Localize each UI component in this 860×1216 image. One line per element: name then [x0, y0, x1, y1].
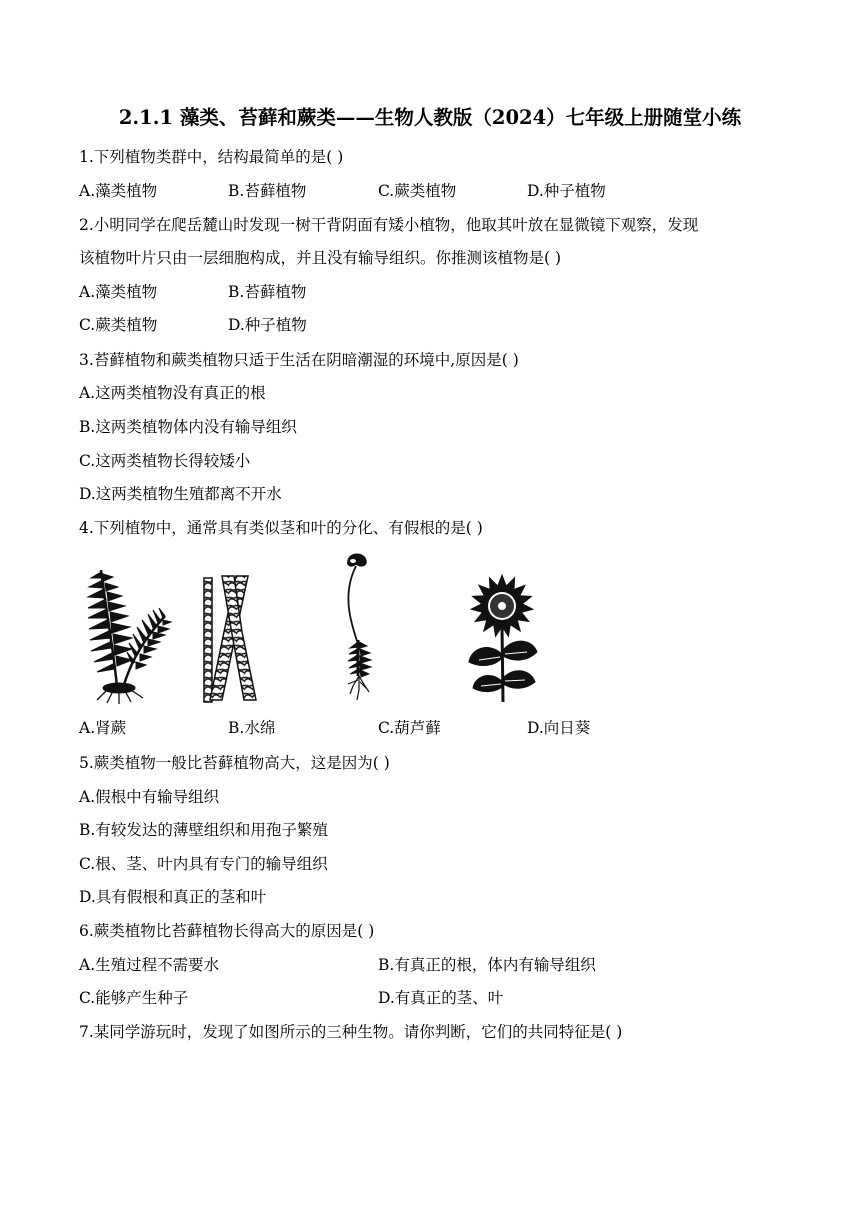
fern-icon	[79, 560, 175, 706]
question-1-option-a: A.藻类植物	[79, 182, 158, 200]
question-2-stem-line1: 2.小明同学在爬岳麓山时发现一树干背阴面有矮小植物，他取其叶放在显微镜下观察，发现	[79, 216, 699, 234]
question-2-option-d: D.种子植物	[228, 316, 307, 334]
question-2-option-b: B.苔藓植物	[228, 283, 307, 301]
question-2-option-c: C.蕨类植物	[79, 316, 158, 334]
spirogyra-icon	[196, 572, 266, 706]
question-6-stem: 6.蕨类植物比苔藓植物长得高大的原因是( )	[79, 922, 375, 940]
question-1-option-b: B.苔藓植物	[228, 182, 307, 200]
question-5-stem: 5.蕨类植物一般比苔藓植物高大，这是因为( )	[79, 754, 390, 772]
question-3-option-b: B.这两类植物体内没有输导组织	[79, 418, 297, 436]
question-5-option-b: B.有较发达的薄壁组织和用孢子繁殖	[79, 821, 328, 839]
question-6-option-c: C.能够产生种子	[79, 989, 189, 1007]
question-5-option-d: D.具有假根和真正的茎和叶	[79, 888, 267, 906]
question-1-option-c: C.蕨类植物	[378, 182, 457, 200]
question-3-option-c: C.这两类植物长得较矮小	[79, 452, 251, 470]
question-1-stem: 1.下列植物类群中，结构最简单的是( )	[79, 148, 344, 166]
question-6-option-a: A.生殖过程不需要水	[79, 956, 220, 974]
question-5-option-a: A.假根中有输导组织	[79, 788, 220, 806]
question-3-option-d: D.这两类植物生殖都离不开水	[79, 485, 282, 503]
question-4-option-c: C.葫芦藓	[378, 719, 441, 737]
question-4-option-d: D.向日葵	[527, 719, 591, 737]
question-4-option-b: B.水绵	[228, 719, 276, 737]
question-2-stem-line2: 该植物叶片只由一层细胞构成，并且没有输导组织。你推测该植物是( )	[79, 249, 562, 267]
question-3-option-a: A.这两类植物没有真正的根	[79, 384, 266, 402]
moss-icon	[338, 552, 386, 706]
question-3-stem: 3.苔藓植物和蕨类植物只适于生活在阴暗潮湿的环境中,原因是( )	[79, 351, 519, 369]
question-6-option-d: D.有真正的茎、叶	[378, 989, 504, 1007]
question-5-option-c: C.根、茎、叶内具有专门的输导组织	[79, 855, 328, 873]
question-4-option-a: A.肾蕨	[79, 719, 127, 737]
sunflower-icon	[467, 572, 539, 704]
question-6-option-b: B.有真正的根，体内有输导组织	[378, 956, 596, 974]
question-7-stem: 7.某同学游玩时，发现了如图所示的三种生物。请你判断，它们的共同特征是( )	[79, 1023, 623, 1041]
page-title: 2.1.1 藻类、苔藓和蕨类——生物人教版（2024）七年级上册随堂小练	[118, 106, 742, 129]
question-2-option-a: A.藻类植物	[79, 283, 158, 301]
question-4-stem: 4.下列植物中，通常具有类似茎和叶的分化、有假根的是( )	[79, 519, 483, 537]
question-1-option-d: D.种子植物	[527, 182, 606, 200]
